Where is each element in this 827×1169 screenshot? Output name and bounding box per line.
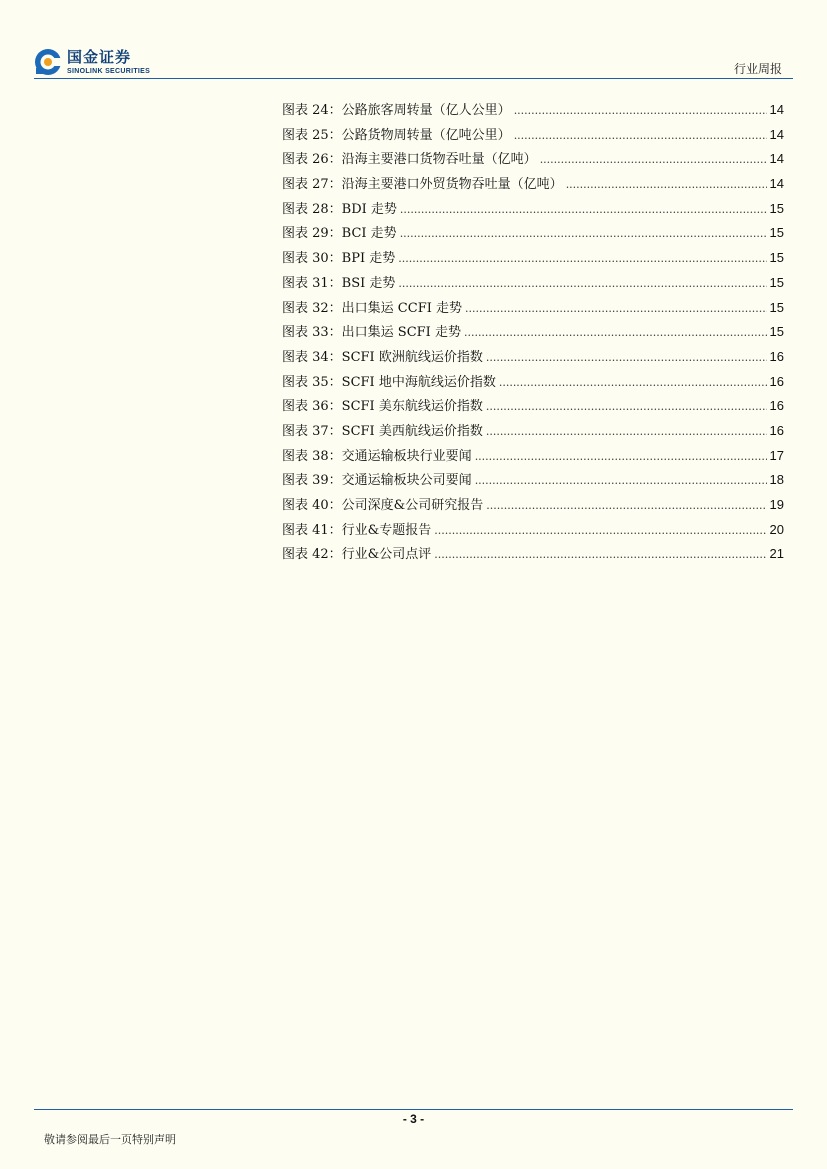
toc-entry-label: 图表 34：SCFI 欧洲航线运价指数 xyxy=(282,349,483,365)
toc-entry-label: 图表 37：SCFI 美西航线运价指数 xyxy=(282,423,483,439)
toc-entry[interactable] xyxy=(282,346,784,371)
toc-dot-leader xyxy=(434,524,766,537)
toc-dot-leader xyxy=(465,302,767,315)
toc-entry-page: 15 xyxy=(769,299,784,315)
toc-entry[interactable] xyxy=(282,297,784,322)
logo-english-name: SINOLINK SECURITIES xyxy=(67,67,151,75)
page-number: - 3 - xyxy=(402,1112,425,1126)
sinolink-logo-icon xyxy=(34,48,62,76)
toc-entry-page: 14 xyxy=(769,176,784,192)
toc-entry-page: 15 xyxy=(769,225,784,241)
toc-entry-label: 图表 26：沿海主要港口货物吞吐量（亿吨） xyxy=(282,152,537,168)
report-type-label: 行业周报 xyxy=(733,62,782,76)
toc-dot-leader xyxy=(400,203,767,216)
toc-entry-label: 图表 30：BPI 走势 xyxy=(282,251,396,267)
logo-chinese-name: 国金证券 xyxy=(67,47,132,66)
toc-entry[interactable] xyxy=(282,445,784,470)
toc-dot-leader xyxy=(499,376,767,389)
toc-entry[interactable] xyxy=(282,519,784,544)
toc-entry[interactable] xyxy=(282,395,784,420)
toc-entry-page: 21 xyxy=(769,546,784,562)
toc-dot-leader xyxy=(566,178,767,191)
toc-entry-page: 16 xyxy=(769,373,784,389)
toc-entry-label: 图表 24：公路旅客周转量（亿人公里） xyxy=(282,103,511,118)
toc-dot-leader xyxy=(475,450,767,463)
toc-entry-label: 图表 36：SCFI 美东航线运价指数 xyxy=(282,399,483,415)
toc-entry-page: 14 xyxy=(769,151,784,167)
toc-entry-page: 15 xyxy=(769,250,784,266)
toc-entry[interactable] xyxy=(282,371,784,396)
toc-entry[interactable] xyxy=(282,198,784,223)
toc-entry-page: 18 xyxy=(769,472,784,488)
toc-dot-leader xyxy=(486,499,766,512)
toc-entry-label: 图表 25：公路货物周转量（亿吨公里） xyxy=(282,127,511,143)
toc-entry-page: 17 xyxy=(769,447,784,463)
toc-entry[interactable] xyxy=(282,494,784,519)
footer-divider xyxy=(34,1109,793,1110)
page-header xyxy=(0,0,827,80)
toc-dot-leader xyxy=(486,425,767,438)
toc-entry-label: 图表 28：BDI 走势 xyxy=(282,201,397,217)
toc-entry-page: 14 xyxy=(769,102,784,117)
table-of-figures xyxy=(282,99,784,568)
toc-entry-page: 15 xyxy=(769,200,784,216)
toc-dot-leader xyxy=(540,153,767,166)
toc-entry[interactable] xyxy=(282,321,784,346)
toc-dot-leader xyxy=(475,474,767,487)
toc-entry[interactable] xyxy=(282,173,784,198)
toc-entry-label: 图表 38：交通运输板块行业要闻 xyxy=(282,448,472,464)
toc-entry[interactable] xyxy=(282,99,784,124)
toc-dot-leader xyxy=(514,129,767,142)
toc-entry-label: 图表 29：BCI 走势 xyxy=(282,226,397,242)
toc-entry-label: 图表 42：行业&公司点评 xyxy=(282,547,432,563)
toc-entry-page: 20 xyxy=(769,521,784,537)
toc-dot-leader xyxy=(400,227,767,240)
toc-dot-leader xyxy=(398,252,766,265)
toc-entry-label: 图表 32：出口集运 CCFI 走势 xyxy=(282,300,462,316)
header-divider xyxy=(34,78,793,79)
toc-dot-leader xyxy=(486,351,767,364)
toc-entry-label: 图表 31：BSI 走势 xyxy=(282,275,396,291)
toc-entry-page: 16 xyxy=(769,348,784,364)
toc-entry-label: 图表 33：出口集运 SCFI 走势 xyxy=(282,325,461,341)
toc-entry[interactable] xyxy=(282,469,784,494)
toc-entry-label: 图表 40：公司深度&公司研究报告 xyxy=(282,498,484,513)
toc-entry-page: 14 xyxy=(769,126,784,142)
toc-entry-page: 15 xyxy=(769,274,784,290)
toc-entry-page: 16 xyxy=(769,398,784,414)
disclaimer-text: 敬请参阅最后一页特别声明 xyxy=(44,1133,176,1146)
toc-dot-leader xyxy=(434,548,766,561)
toc-entry[interactable] xyxy=(282,247,784,272)
toc-dot-leader xyxy=(486,400,767,413)
toc-entry[interactable] xyxy=(282,420,784,445)
toc-entry[interactable] xyxy=(282,148,784,173)
toc-dot-leader xyxy=(464,326,767,339)
toc-entry-page: 16 xyxy=(769,422,784,438)
toc-entry[interactable] xyxy=(282,272,784,297)
toc-entry[interactable] xyxy=(282,222,784,247)
toc-entry-page: 19 xyxy=(769,497,784,512)
toc-entry[interactable] xyxy=(282,124,784,149)
company-logo xyxy=(34,48,150,76)
toc-entry-label: 图表 39：交通运输板块公司要闻 xyxy=(282,473,472,489)
toc-entry-page: 15 xyxy=(769,324,784,340)
toc-dot-leader xyxy=(514,104,767,117)
toc-entry[interactable] xyxy=(282,543,784,568)
toc-entry-label: 图表 27：沿海主要港口外贸货物吞吐量（亿吨） xyxy=(282,177,563,193)
toc-entry-label: 图表 41：行业&专题报告 xyxy=(282,522,432,538)
toc-dot-leader xyxy=(398,277,766,290)
toc-entry-label: 图表 35：SCFI 地中海航线运价指数 xyxy=(282,374,496,390)
